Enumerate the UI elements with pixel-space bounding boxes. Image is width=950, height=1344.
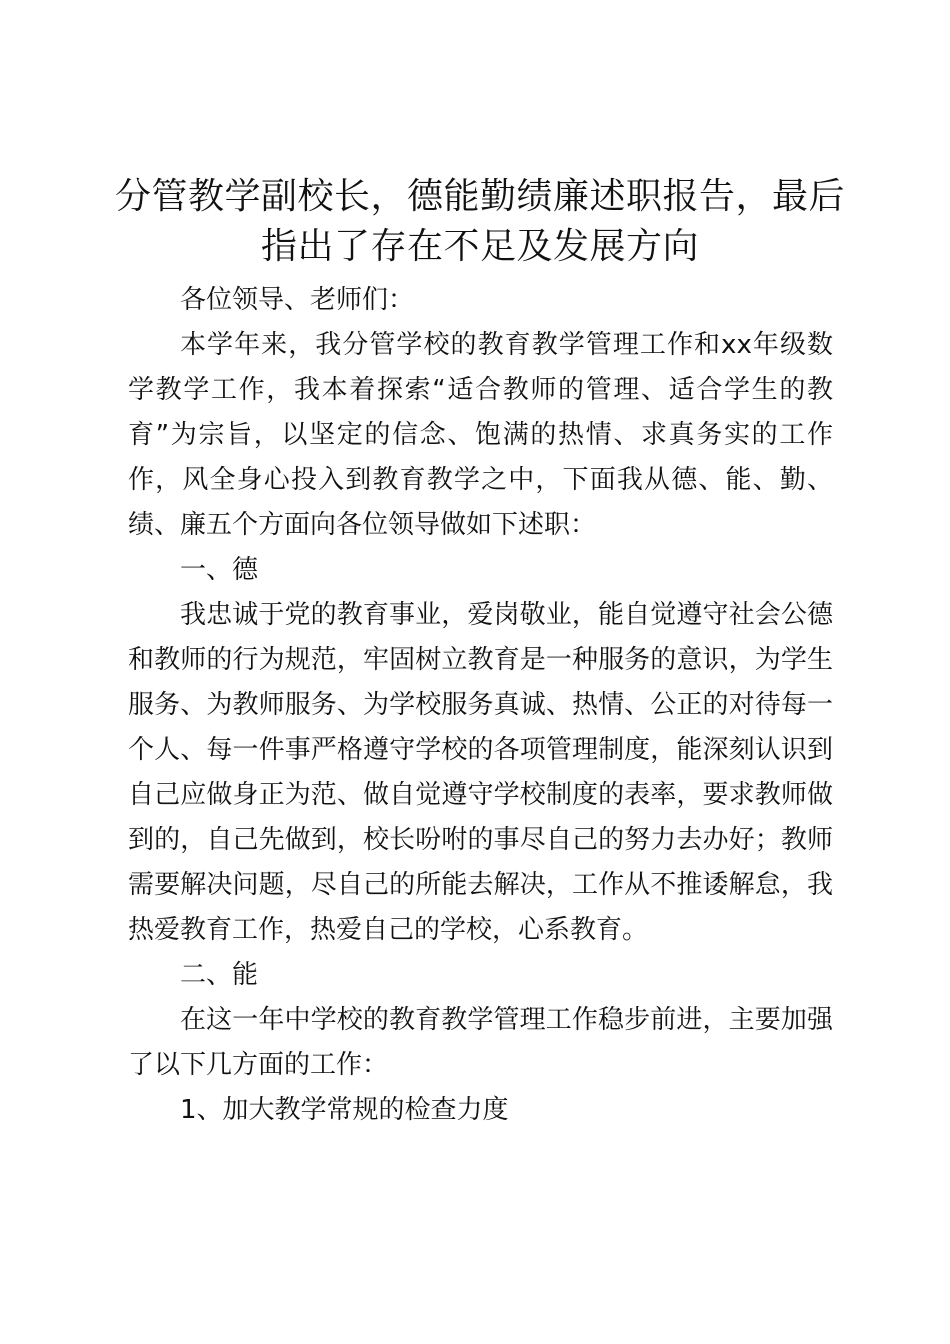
list-item-1: 1、加大教学常规的检查力度 [180,1095,509,1125]
virtue-paragraph: 我忠诚于党的教育事业，爱岗敬业，能自觉遵守社会公德和教师的行为规范，牢固树立教育是一种服务的意识，为学生服务、为教师服务、为学校服务真诚、热情、公正的对待每一个人、每一件事严格遵守学校的各项管理制度，能深刻认识到自己应做身正为范、做自觉遵守学校制度的表率，要求教师做到的，自己先做到，校长吩咐的事尽自己的努力去办好；教师需要解决问题，尽自己的所能去解决，工作从不推诿解怠，我热爱教育工作，热爱自己的学校，心系教育。 [128,600,833,945]
section-heading-virtue: 一、德 [180,555,259,585]
section-heading-ability: 二、能 [180,960,259,990]
document-body [128,278,833,1133]
intro-paragraph: 本学年来，我分管学校的教育教学管理工作和xx年级数学教学工作，我本着探索“适合教师的管理、适合学生的教育”为宗旨，以坚定的信念、饱满的热情、求真务实的工作作，风全身心投入到教育教学之中，下面我从德、能、勤、绩、廉五个方面向各位领导做如下述职： [128,330,833,540]
document-title: 分管教学副校长，德能勤绩廉述职报告，最后指出了存在不足及发展方向 [114,176,845,267]
greeting-paragraph: 各位领导、老师们： [180,285,415,315]
ability-paragraph: 在这一年中学校的教育教学管理工作稳步前进，主要加强了以下几方面的工作： [128,1005,833,1080]
